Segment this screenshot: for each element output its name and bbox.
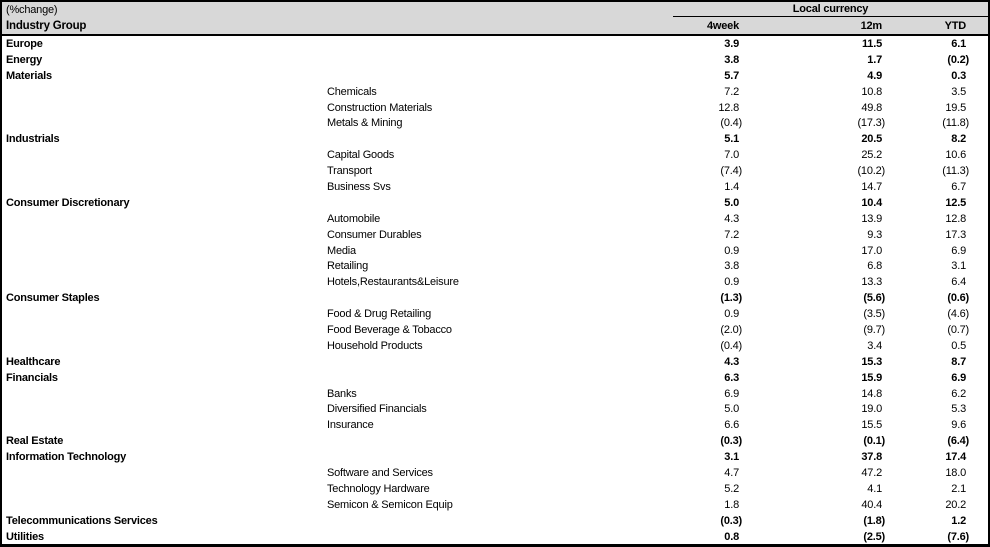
value-cell-12m: 13.9 [861,212,882,225]
value-cell-4week: 1.4 [724,180,739,193]
value-cell-4week: 1.8 [724,498,739,511]
table-row [2,513,988,529]
value-cell-ytd: 0.3 [951,69,966,82]
value-cell-12m: (2.5) [863,530,885,543]
value-cell-4week: 7.2 [724,85,739,98]
row-label: Semicon & Semicon Equip [327,498,453,511]
value-cell-12m: 4.1 [867,482,882,495]
table-row [2,147,988,163]
table-row [2,84,988,100]
value-cell-4week: 5.1 [724,133,739,146]
value-cell-4week: 4.7 [724,466,739,479]
value-cell-12m: 49.8 [861,101,882,114]
row-label: Technology Hardware [327,482,430,495]
table-row [2,115,988,131]
row-label: Automobile [327,212,381,225]
col-header-12m: 12m [860,19,882,32]
value-cell-4week: 5.0 [724,403,739,416]
value-cell-ytd: 6.7 [951,180,966,193]
table-body [2,36,988,545]
value-cell-12m: 14.7 [861,180,882,193]
value-cell-ytd: 6.9 [951,371,966,384]
value-cell-ytd: 6.1 [951,37,966,50]
table-row [2,465,988,481]
value-cell-12m: 13.3 [861,276,882,289]
value-cell-ytd: (4.6) [947,308,969,321]
row-label: Consumer Staples [6,292,100,305]
value-cell-ytd: 3.1 [951,260,966,273]
row-label: Transport [327,165,372,178]
value-cell-4week: 0.9 [724,244,739,257]
table-row [2,290,988,306]
row-label: Diversified Financials [327,403,427,416]
value-cell-4week: (1.3) [720,292,742,305]
value-cell-12m: (10.2) [857,165,885,178]
row-label: Materials [6,69,52,82]
row-label: Telecommunications Services [6,514,158,527]
table-row [2,227,988,243]
table-row [2,52,988,68]
table-row [2,322,988,338]
row-label: Healthcare [6,355,61,368]
row-label: Household Products [327,339,423,352]
table-row [2,68,988,84]
value-cell-ytd: 19.5 [945,101,966,114]
table-row [2,449,988,465]
value-cell-12m: 1.7 [867,53,882,66]
row-label: Business Svs [327,180,391,193]
value-cell-12m: 10.4 [861,196,882,209]
value-cell-4week: 5.2 [724,482,739,495]
value-cell-ytd: 6.9 [951,244,966,257]
value-cell-4week: 4.3 [724,355,739,368]
row-label: Software and Services [327,466,433,479]
value-cell-12m: 40.4 [861,498,882,511]
value-cell-4week: 6.6 [724,419,739,432]
table-row [2,433,988,449]
value-cell-ytd: 0.5 [951,339,966,352]
value-cell-ytd: 9.6 [951,419,966,432]
industry-group-header: Industry Group [6,19,87,32]
table-row [2,481,988,497]
row-label: Capital Goods [327,149,395,162]
row-label: Retailing [327,260,369,273]
value-cell-ytd: 12.5 [945,196,966,209]
value-cell-4week: 6.3 [724,371,739,384]
table-row [2,100,988,116]
value-cell-4week: 3.8 [724,53,739,66]
value-cell-4week: (0.4) [720,339,742,352]
value-cell-ytd: (0.6) [947,292,969,305]
value-cell-4week: 4.3 [724,212,739,225]
col-header-ytd: YTD [944,19,966,32]
value-cell-ytd: 17.3 [945,228,966,241]
table-row [2,179,988,195]
value-cell-12m: 20.5 [861,133,882,146]
table-row [2,306,988,322]
row-label: Information Technology [6,451,127,464]
value-cell-12m: 47.2 [861,466,882,479]
value-cell-12m: 15.5 [861,419,882,432]
value-cell-4week: (0.3) [720,435,742,448]
value-cell-12m: (17.3) [857,117,885,130]
value-cell-12m: 3.4 [867,339,882,352]
value-cell-12m: 19.0 [861,403,882,416]
header-row-columns [2,17,988,34]
row-label: Real Estate [6,435,64,448]
value-cell-4week: 6.9 [724,387,739,400]
table-header [2,2,988,36]
table-row [2,401,988,417]
row-label: Hotels,Restaurants&Leisure [327,276,459,289]
value-cell-4week: 7.0 [724,149,739,162]
table-row [2,195,988,211]
value-cell-4week: 0.9 [724,276,739,289]
value-cell-ytd: 17.4 [945,451,966,464]
value-cell-4week: (2.0) [720,323,742,336]
value-cell-12m: 9.3 [867,228,882,241]
value-cell-4week: 0.8 [724,530,739,543]
row-label: Consumer Durables [327,228,422,241]
value-cell-12m: (9.7) [863,323,885,336]
value-cell-4week: 5.7 [724,69,739,82]
row-label: Metals & Mining [327,117,403,130]
table-row [2,274,988,290]
row-label: Consumer Discretionary [6,196,130,209]
value-cell-ytd: (0.7) [947,323,969,336]
row-label: Media [327,244,356,257]
value-cell-ytd: 2.1 [951,482,966,495]
table-row [2,163,988,179]
row-label: Food Beverage & Tobacco [327,323,452,336]
value-cell-12m: 25.2 [861,149,882,162]
col-header-4week: 4week [706,19,739,32]
value-cell-ytd: 6.4 [951,276,966,289]
value-cell-12m: 4.9 [867,69,882,82]
value-cell-ytd: (6.4) [947,435,969,448]
value-cell-12m: 17.0 [861,244,882,257]
value-cell-4week: (7.4) [720,165,742,178]
value-cell-12m: 11.5 [861,37,882,50]
row-label: Construction Materials [327,101,433,114]
table-row [2,529,988,545]
value-cell-ytd: 1.2 [951,514,966,527]
value-cell-4week: (0.4) [720,117,742,130]
table-row [2,36,988,52]
value-cell-ytd: (11.3) [942,165,969,178]
value-cell-4week: 5.0 [724,196,739,209]
table-row [2,370,988,386]
table-row [2,211,988,227]
value-cell-ytd: 18.0 [945,466,966,479]
value-cell-12m: 10.8 [861,85,882,98]
value-cell-ytd: 6.2 [951,387,966,400]
value-cell-12m: (3.5) [863,308,885,321]
table-row [2,497,988,513]
row-label: Utilities [6,530,44,543]
value-cell-12m: 14.8 [861,387,882,400]
value-cell-ytd: 5.3 [951,403,966,416]
value-cell-12m: 15.9 [861,371,882,384]
header-row-currency [2,2,988,17]
local-currency-header: Local currency [673,3,988,17]
value-cell-4week: 0.9 [724,308,739,321]
table-row [2,386,988,402]
table-row [2,417,988,433]
value-cell-4week: 3.8 [724,260,739,273]
row-label: Industrials [6,133,60,146]
row-label: Food & Drug Retailing [327,308,432,321]
value-cell-4week: 7.2 [724,228,739,241]
value-cell-ytd: 10.6 [945,149,966,162]
value-cell-ytd: (11.8) [942,117,969,130]
value-cell-12m: 6.8 [867,260,882,273]
table-row [2,131,988,147]
value-cell-4week: 12.8 [718,101,739,114]
table-row [2,258,988,274]
table-row [2,338,988,354]
value-cell-4week: 3.9 [724,37,739,50]
value-cell-ytd: 12.8 [945,212,966,225]
row-label: Energy [6,53,43,66]
value-cell-12m: (0.1) [863,435,885,448]
value-cell-ytd: 3.5 [951,85,966,98]
value-cell-ytd: 8.2 [951,133,966,146]
value-cell-ytd: (0.2) [947,53,969,66]
row-label: Financials [6,371,58,384]
value-cell-12m: 37.8 [861,451,882,464]
value-cell-12m: (1.8) [863,514,885,527]
row-label: Chemicals [327,85,377,98]
row-label: Banks [327,387,357,400]
row-label: Europe [6,37,43,50]
value-cell-12m: 15.3 [861,355,882,368]
value-cell-ytd: (7.6) [947,530,969,543]
value-cell-12m: (5.6) [863,292,885,305]
table-row [2,243,988,259]
value-cell-ytd: 8.7 [951,355,966,368]
table-row [2,354,988,370]
percent-change-label: (%change) [6,4,58,16]
value-cell-ytd: 20.2 [945,498,966,511]
row-label: Insurance [327,419,374,432]
value-cell-4week: (0.3) [720,514,742,527]
value-cell-4week: 3.1 [724,451,739,464]
